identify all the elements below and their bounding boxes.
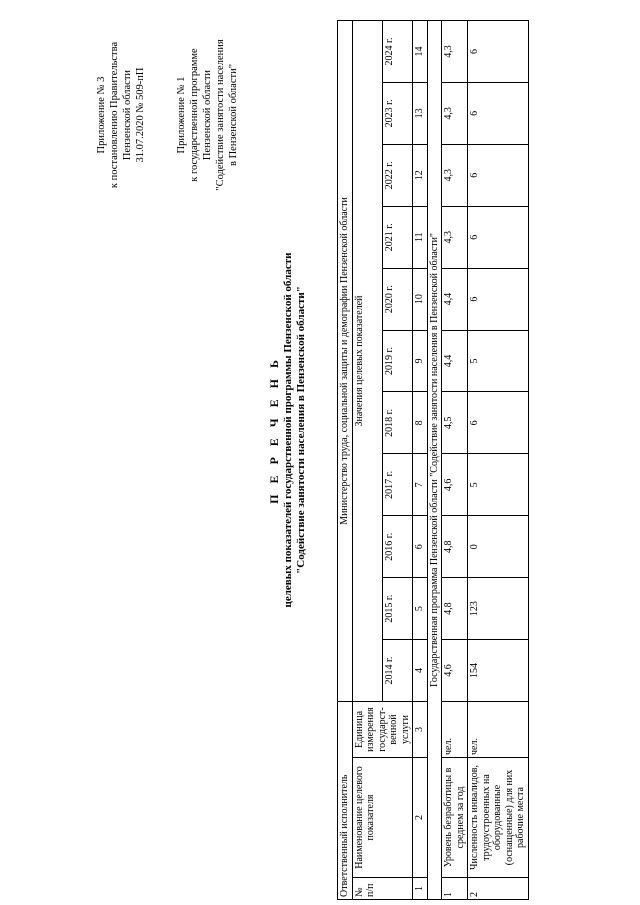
row-value: 6 [468,392,529,454]
row-value: 5 [468,330,529,392]
row-name: Уровень безработицы в среднем за год [442,758,468,878]
year-header: 2023 г. [382,82,412,144]
responsible-label: Ответственный исполнитель [338,702,353,900]
row-num: 2 [468,878,529,900]
appendix-line: Приложение № 3 [96,76,107,154]
column-numbers-row [413,21,428,900]
row-value: 4,3 [442,82,468,144]
document-title [268,195,309,665]
appendix-line: к постановлению Правительства [109,41,120,189]
col-number: 11 [413,206,428,268]
col-number: 3 [413,702,428,758]
row-value: 4,3 [442,21,468,83]
table-row [468,21,529,900]
col-number: 2 [413,758,428,878]
appendix-line: 31.07.2020 № 509-пП [135,67,146,163]
year-header: 2020 г. [382,268,412,330]
year-header: 2016 г. [382,516,412,578]
title-line-2: целевых показателей государственной программы Пензенской области [281,252,294,608]
title-line-3: "Содействие занятости населения в Пензенской области" [295,286,307,574]
col-number: 10 [413,268,428,330]
row-value: 123 [468,578,529,640]
row-value: 5 [468,454,529,516]
header-row [352,21,382,900]
year-header: 2015 г. [382,578,412,640]
row-value: 6 [468,268,529,330]
col-number: 1 [413,878,428,900]
program-title: Государственная программа Пензенской области "Содействие занятости населения в Пензенской области" [427,21,442,900]
col-number: 4 [413,640,428,702]
col-number: 9 [413,330,428,392]
appendix-note-program [175,15,240,215]
header-unit: Единица измерения государст-венной услуги [352,702,413,758]
row-unit: чел. [442,702,468,758]
col-number: 12 [413,144,428,206]
col-number: 5 [413,578,428,640]
row-value: 4,3 [442,144,468,206]
row-name: Численность инвалидов, трудоустроенных на оборудованные (оснащенные) для них рабочие места [468,758,529,878]
row-value: 6 [468,21,529,83]
row-num: 1 [442,878,468,900]
col-number: 13 [413,82,428,144]
year-header: 2017 г. [382,454,412,516]
appendix-line: в Пензенской области" [228,64,239,166]
col-number: 14 [413,21,428,83]
row-value: 6 [468,82,529,144]
appendix-line: к государственной программе [189,48,200,182]
appendix-note-resolution [95,15,147,215]
year-header: 2018 г. [382,392,412,454]
title-line-1: П Е Р Е Ч Е Н Ь [267,356,281,504]
appendix-line: Пензенской области [122,69,133,161]
appendix-line: Приложение № 1 [176,76,187,154]
row-value: 4,6 [442,640,468,702]
appendix-line: Пензенской области [202,69,213,161]
row-value: 0 [468,516,529,578]
row-value: 6 [468,144,529,206]
col-number: 7 [413,454,428,516]
appendix-line: "Содействие занятости населения [215,39,226,191]
header-values-group: Значения целевых показателей [352,21,382,702]
indicators-table [337,20,529,900]
col-number: 6 [413,516,428,578]
responsible-value: Министерство труда, социальной защиты и демографии Пензенской области [338,21,353,702]
row-unit: чел. [468,702,529,758]
row-value: 154 [468,640,529,702]
program-row [427,21,442,900]
header-name: Наименование целевого показателя [352,758,413,878]
year-header: 2014 г. [382,640,412,702]
row-value: 6 [468,206,529,268]
row-value: 4,4 [442,330,468,392]
year-header: 2024 г. [382,21,412,83]
year-header: 2022 г. [382,144,412,206]
header-num: № п/п [352,878,413,900]
row-value: 4,8 [442,578,468,640]
row-value: 4,4 [442,268,468,330]
row-value: 4,6 [442,454,468,516]
table-row [442,21,468,900]
row-value: 4,3 [442,206,468,268]
row-value: 4,5 [442,392,468,454]
col-number: 8 [413,392,428,454]
responsible-row [338,21,353,900]
year-header: 2019 г. [382,330,412,392]
row-value: 4,8 [442,516,468,578]
year-header: 2021 г. [382,206,412,268]
